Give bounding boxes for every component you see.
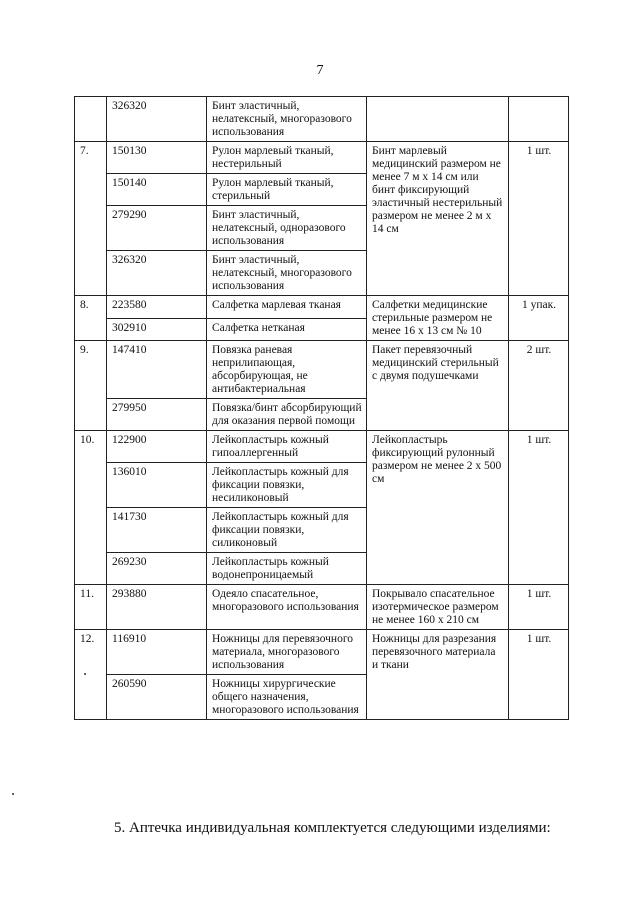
item-quantity: 1 шт. (509, 142, 569, 296)
item-requirement: Пакет перевязочный медицинский стерильный с двумя подушечками (367, 341, 509, 431)
row-number: 9. (75, 341, 107, 431)
item-code: 147410 (107, 341, 207, 399)
item-name: Бинт эластичный, нелатексный, многоразового использования (207, 97, 367, 142)
item-requirement: Ножницы для разрезания перевязочного материала и ткани (367, 630, 509, 720)
item-code: 302910 (107, 318, 207, 341)
item-name: Рулон марлевый тканый, стерильный (207, 174, 367, 206)
item-name: Лейкопластырь кожный гипоаллергенный (207, 431, 367, 463)
item-quantity: 1 упак. (509, 296, 569, 341)
item-name: Лейкопластырь кожный водонепроницаемый (207, 553, 367, 585)
item-requirement: Бинт марлевый медицинский размером не менее 7 м х 14 см или бинт фиксирующий эластичный нестерильный размером не менее 2 м х 14 см (367, 142, 509, 296)
item-code: 122900 (107, 431, 207, 463)
item-requirement: Покрывало спасательное изотермическое размером не менее 160 х 210 см (367, 585, 509, 630)
item-code: 326320 (107, 251, 207, 296)
item-name: Рулон марлевый тканый, нестерильный (207, 142, 367, 174)
item-code: 326320 (107, 97, 207, 142)
row-number: 7. (75, 142, 107, 296)
section-heading: 5. Аптечка индивидуальная комплектуется следующими изделиями: (114, 820, 551, 836)
item-code: 136010 (107, 463, 207, 508)
margin-mark (84, 673, 86, 675)
table-row (75, 97, 569, 142)
table-row (75, 630, 569, 675)
margin-mark (12, 793, 14, 795)
item-code: 260590 (107, 675, 207, 720)
item-code: 141730 (107, 508, 207, 553)
item-requirement: Салфетки медицинские стерильные размером не менее 16 х 13 см № 10 (367, 296, 509, 341)
item-name: Ножницы хирургические общего назначения, многоразового использования (207, 675, 367, 720)
table-row (75, 296, 569, 319)
table-row (75, 341, 569, 399)
item-code: 279950 (107, 399, 207, 431)
row-number: 10. (75, 431, 107, 585)
item-name: Повязка/бинт абсорбирующий для оказания первой помощи (207, 399, 367, 431)
item-name: Повязка раневая неприлипающая, абсорбирующая, не антибактериальная (207, 341, 367, 399)
item-quantity: 1 шт. (509, 630, 569, 720)
item-requirement (367, 97, 509, 142)
row-number: 8. (75, 296, 107, 341)
item-code: 293880 (107, 585, 207, 630)
table-row (75, 431, 569, 463)
table-row (75, 585, 569, 630)
item-code: 116910 (107, 630, 207, 675)
item-quantity: 1 шт. (509, 431, 569, 585)
item-quantity (509, 97, 569, 142)
item-name: Ножницы для перевязочного материала, многоразового использования (207, 630, 367, 675)
item-code: 150140 (107, 174, 207, 206)
item-code: 150130 (107, 142, 207, 174)
item-name: Лейкопластырь кожный для фиксации повязки, несиликоновый (207, 463, 367, 508)
item-name: Одеяло спасательное, многоразового использования (207, 585, 367, 630)
item-name: Бинт эластичный, нелатексный, многоразового использования (207, 251, 367, 296)
table-body (75, 97, 569, 720)
item-name: Салфетка нетканая (207, 318, 367, 341)
item-code: 279290 (107, 206, 207, 251)
row-number: 12. (75, 630, 107, 720)
page-number: 7 (316, 63, 324, 78)
item-name: Бинт эластичный, нелатексный, одноразового использования (207, 206, 367, 251)
table-row (75, 142, 569, 174)
medical-items-table (74, 96, 569, 720)
item-code: 223580 (107, 296, 207, 319)
item-requirement: Лейкопластырь фиксирующий рулонный размером не менее 2 х 500 см (367, 431, 509, 585)
item-code: 269230 (107, 553, 207, 585)
item-name: Салфетка марлевая тканая (207, 296, 367, 319)
item-quantity: 1 шт. (509, 585, 569, 630)
row-number: 11. (75, 585, 107, 630)
row-number (75, 97, 107, 142)
item-name: Лейкопластырь кожный для фиксации повязки, силиконовый (207, 508, 367, 553)
item-quantity: 2 шт. (509, 341, 569, 431)
